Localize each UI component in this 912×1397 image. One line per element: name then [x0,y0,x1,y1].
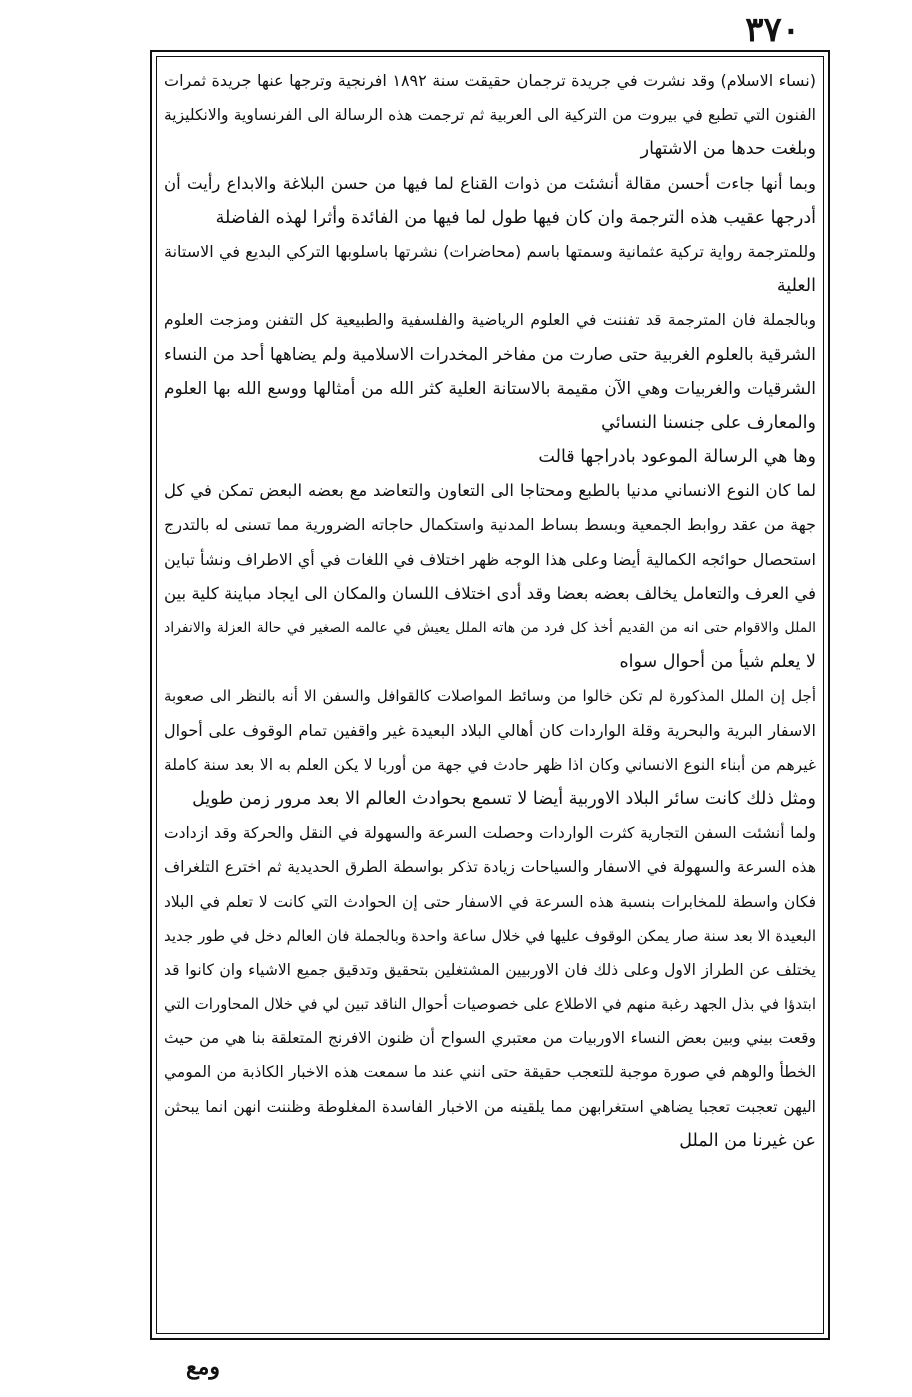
text-line: عن غيرنا من الملل [679,1130,816,1151]
page-number: ٣٧٠ [745,10,800,50]
text-line: الخطأ والوهم في صورة موجبة للتعجب حقيقة حتى انني عند ما سمعت هذه الاخبار الكاذبة من المومي [164,1063,816,1082]
catchword: ومع [185,1354,221,1380]
text-line: وبما أنها جاءت أحسن مقالة أنشئت من ذوات القناع لما فيها من حسن البلاغة والابداع رأيت أن [164,173,816,193]
text-line: لا يعلم شيأ من أحوال سواه [619,652,816,673]
text-line: في العرف والتعامل يخالف بعضه بعضا وقد أدى اختلاف اللسان والمكان الى ايجاد مباينة كلية بين [164,583,816,603]
text-line: أجل إن الملل المذكورة لم تكن خالوا من وسائط المواصلات كالقوافل والسفن الا أنه بالنظر الى صعوبة [164,687,816,706]
text-line: يختلف عن الطراز الاول وعلى ذلك فان الاوربيين المشتغلين بتحقيق وتدقيق جميع الاشياء وان كانوا قد [164,960,816,979]
text-line: والمعارف على جنسنا النسائي [601,412,816,433]
text-line: جهة من عقد روابط الجمعية وبسط بساط المدنية واستكمال حاجاته الضرورية مما تسنى له بالتدرج [164,515,816,535]
text-line: استحصال حوائجه الكمالية أيضا وعلى هذا الوجه ظهر اختلاف في اللغات في أي الاطراف ونشأ تباين [164,549,816,569]
text-line: ومثل ذلك كانت سائر البلاد الاوربية أيضا لا تسمع بحوادث العالم الا بعد مرور زمن طويل [192,788,816,809]
text-line: الفنون التي تطبع في بيروت من التركية الى العربية ثم ترجمت هذه الرسالة الى الفرنساوية والانكليزية [164,106,816,125]
text-line: وبلغت حدها من الاشتهار [640,139,816,160]
text-line: وقعت بيني وبين بعض النساء الاوربيات من معتبري السواح أن ظنون الافرنج المتعلقة بنا هي من حيث [164,1029,816,1048]
text-line: الشرقية بالعلوم الغربية حتى صارت من مفاخر المخدرات الاسلامية ولم يضاهها أحد من النساء [164,344,816,365]
text-line: وها هي الرسالة الموعود بادراجها قالت [538,447,816,468]
text-line: ابتدؤا في بذل الجهد رغبة منهم في الاطلاع على خصوصيات أحوال الناقد تبين لي في خلال المحاورات التي [164,995,816,1014]
text-line: لما كان النوع الانساني مدنيا بالطبع ومحتاجا الى التعاون والتعاضد مع بعضه البعض تمكن في كل [164,481,816,501]
text-line: غيرهم من أبناء النوع الانساني وكان اذا ظهر حادث في جهة من أوربا لا يكن العلم به الا بعد سنة كاملة [164,755,816,774]
text-line: (نساء الاسلام) وقد نشرت في جريدة ترجمان حقيقت سنة ١٨٩٢ افرنجية وترجها عنها جريدة ثمرات [164,71,816,90]
text-line: فكان واسطة للمخابرات بنسبة هذه السرعة في الاسفار حتى إن الحوادث التي كانت لا تعلم في البلاد [164,892,816,911]
body-text [164,64,816,1328]
text-line: الاسفار البرية والبحرية وقلة الواردات كان أهالي البلاد البعيدة غير واقفين تمام الوقوف على أحوال [164,720,816,740]
text-line: أدرجها عقيب هذه الترجمة وان كان فيها طول لما فيها من الفائدة وأثرا لهذه الفاضلة [215,207,816,228]
text-line: هذه السرعة والسهولة في الاسفار والسياحات زيادة تذكر بواسطة الطرق الحديدية ثم اخترع التلغراف [164,858,816,877]
text-line: اليهن تعجبت تعجبا يضاهي استغرابهن مما يلقينه من الاخبار الفاسدة المغلوطة وظننت انهن انما يبحثن [164,1097,816,1116]
text-line: ولما أنشئت السفن التجارية كثرت الواردات وحصلت السرعة والسهولة في النقل والحركة وقد ازدادت [164,824,816,843]
text-line: العلية [776,276,816,297]
text-line: البعيدة الا بعد سنة صار يمكن الوقوف عليها في خلال ساعة واحدة وبالجملة فان العالم دخل في طور جديد [164,926,816,945]
text-line: وبالجملة فان المترجمة قد تفننت في العلوم الرياضية والفلسفية والطبيعية كل التفنن ومزجت العلوم [164,311,816,330]
text-line: الملل والاقوام حتى انه من القديم أخذ كل فرد من هاته الملل يعيش في عالمه الصغير في حالة العزلة والانفراد [164,620,816,636]
text-line: الشرقيات والغربيات وهي الآن مقيمة بالاستانة العلية كثر الله من أمثالها ووسع الله بها العلوم [164,378,816,399]
text-line: وللمترجمة رواية تركية عثمانية وسمتها باسم (محاضرات) نشرتها باسلوبها التركي البديع في الاستانة [164,241,816,261]
